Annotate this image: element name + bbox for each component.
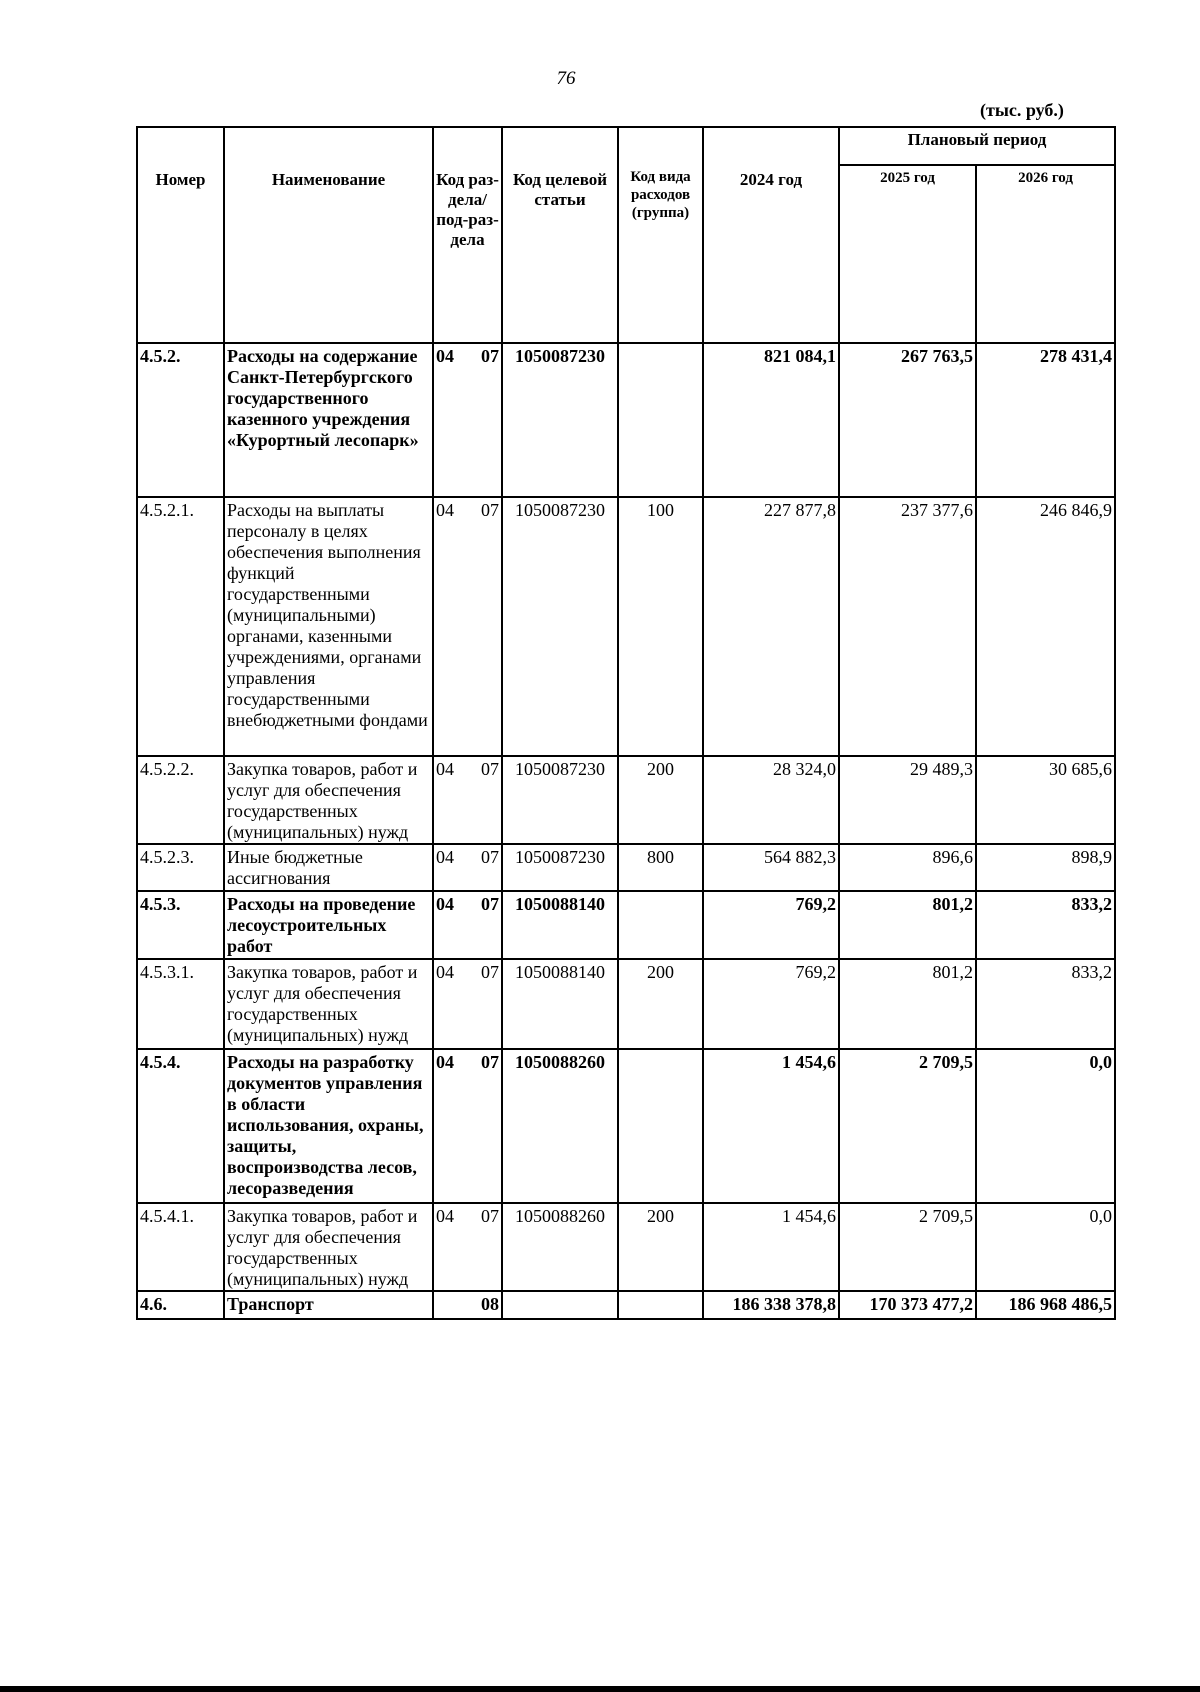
row-value-2025: 801,2 [839,959,976,1049]
table-row [137,959,1115,1049]
row-number: 4.5.3. [137,891,224,959]
row-expense-type [618,891,703,959]
row-name: Закупка товаров, работ и услуг для обеспечения государственных (муниципальных) нужд [224,959,433,1049]
row-target-code: 1050088260 [502,1049,618,1203]
page-bottom-border [0,1686,1200,1692]
subsection-code: 07 [481,346,499,366]
subsection-code: 07 [481,1052,499,1072]
row-target-code: 1050088260 [502,1203,618,1291]
subsection-code: 07 [481,500,499,520]
row-number: 4.5.2.2. [137,756,224,844]
row-section-code [433,844,502,891]
section-code: 04 [436,500,454,520]
row-value-2026: 0,0 [976,1203,1115,1291]
row-value-2026: 278 431,4 [976,343,1115,497]
row-number: 4.5.2.1. [137,497,224,756]
header-section-code: Код раз-дела/ под-раз-дела [433,127,502,343]
row-section-code [433,343,502,497]
section-code: 04 [436,894,454,914]
row-expense-type: 800 [618,844,703,891]
units-label: (тыс. руб.) [980,100,1064,120]
row-value-2025: 267 763,5 [839,343,976,497]
row-target-code [502,1291,618,1319]
row-section-code [433,891,502,959]
header-row-top [137,127,1115,165]
row-section-code [433,1291,502,1319]
row-target-code: 1050088140 [502,891,618,959]
header-year-2026: 2026 год [976,165,1115,343]
row-value-2025: 801,2 [839,891,976,959]
row-value-2024: 227 877,8 [703,497,839,756]
row-number: 4.5.3.1. [137,959,224,1049]
row-name: Расходы на содержание Санкт-Петербургского государственного казенного учреждения «Курортный лесопарк» [224,343,433,497]
row-value-2026: 186 968 486,5 [976,1291,1115,1319]
row-name: Расходы на выплаты персоналу в целях обеспечения выполнения функций государственными (муниципальными) органами, казенными учреждениями, органами управления государственными внебюджетными фондами [224,497,433,756]
header-target-code: Код целевой статьи [502,127,618,343]
page-number: 76 [556,68,576,89]
row-expense-type: 200 [618,959,703,1049]
row-value-2026: 898,9 [976,844,1115,891]
header-name: Наименование [224,127,433,343]
row-value-2024: 1 454,6 [703,1049,839,1203]
row-value-2025: 29 489,3 [839,756,976,844]
row-target-code: 1050087230 [502,497,618,756]
row-name: Закупка товаров, работ и услуг для обеспечения государственных (муниципальных) нужд [224,756,433,844]
header-year-2024: 2024 год [703,127,839,343]
row-value-2025: 896,6 [839,844,976,891]
row-name: Расходы на разработку документов управления в области использования, охраны, защиты, воспроизводства лесов, лесоразведения [224,1049,433,1203]
row-section-code [433,1049,502,1203]
row-value-2024: 1 454,6 [703,1203,839,1291]
section-code: 04 [436,1206,454,1226]
row-section-code [433,1203,502,1291]
table-row [137,1291,1115,1319]
row-expense-type: 200 [618,756,703,844]
row-expense-type: 100 [618,497,703,756]
table-row [137,1049,1115,1203]
row-value-2024: 28 324,0 [703,756,839,844]
row-target-code: 1050087230 [502,343,618,497]
header-year-2025: 2025 год [839,165,976,343]
subsection-code: 07 [481,1206,499,1226]
subsection-code: 07 [481,847,499,867]
table-row [137,497,1115,756]
row-name: Иные бюджетные ассигнования [224,844,433,891]
table-row [137,844,1115,891]
section-code: 04 [436,759,454,779]
table-row [137,756,1115,844]
row-expense-type [618,343,703,497]
table-row [137,891,1115,959]
row-value-2024: 769,2 [703,891,839,959]
row-section-code [433,497,502,756]
table-row [137,343,1115,497]
row-section-code [433,756,502,844]
subsection-code: 08 [481,1294,499,1314]
row-number: 4.5.2.3. [137,844,224,891]
subsection-code: 07 [481,962,499,982]
row-number: 4.5.2. [137,343,224,497]
row-value-2025: 170 373 477,2 [839,1291,976,1319]
row-expense-type: 200 [618,1203,703,1291]
budget-table [136,126,1116,1320]
section-code: 04 [436,962,454,982]
row-value-2025: 2 709,5 [839,1203,976,1291]
row-target-code: 1050088140 [502,959,618,1049]
row-value-2026: 246 846,9 [976,497,1115,756]
section-code: 04 [436,1052,454,1072]
row-value-2024: 564 882,3 [703,844,839,891]
row-number: 4.5.4. [137,1049,224,1203]
row-value-2024: 186 338 378,8 [703,1291,839,1319]
row-name: Транспорт [224,1291,433,1319]
row-value-2026: 833,2 [976,891,1115,959]
row-value-2026: 0,0 [976,1049,1115,1203]
row-value-2025: 237 377,6 [839,497,976,756]
row-target-code: 1050087230 [502,756,618,844]
row-value-2024: 821 084,1 [703,343,839,497]
row-section-code [433,959,502,1049]
table-row [137,1203,1115,1291]
row-value-2026: 30 685,6 [976,756,1115,844]
subsection-code: 07 [481,759,499,779]
header-expense-type: Код вида расходов (группа) [618,127,703,343]
subsection-code: 07 [481,894,499,914]
header-plan-period: Плановый период [839,127,1115,165]
header-number: Номер [137,127,224,343]
row-name: Расходы на проведение лесоустроительных работ [224,891,433,959]
row-name: Закупка товаров, работ и услуг для обеспечения государственных (муниципальных) нужд [224,1203,433,1291]
row-number: 4.6. [137,1291,224,1319]
section-code: 04 [436,847,454,867]
row-target-code: 1050087230 [502,844,618,891]
row-expense-type [618,1291,703,1319]
section-code: 04 [436,346,454,366]
row-value-2026: 833,2 [976,959,1115,1049]
row-expense-type [618,1049,703,1203]
row-value-2025: 2 709,5 [839,1049,976,1203]
row-value-2024: 769,2 [703,959,839,1049]
row-number: 4.5.4.1. [137,1203,224,1291]
